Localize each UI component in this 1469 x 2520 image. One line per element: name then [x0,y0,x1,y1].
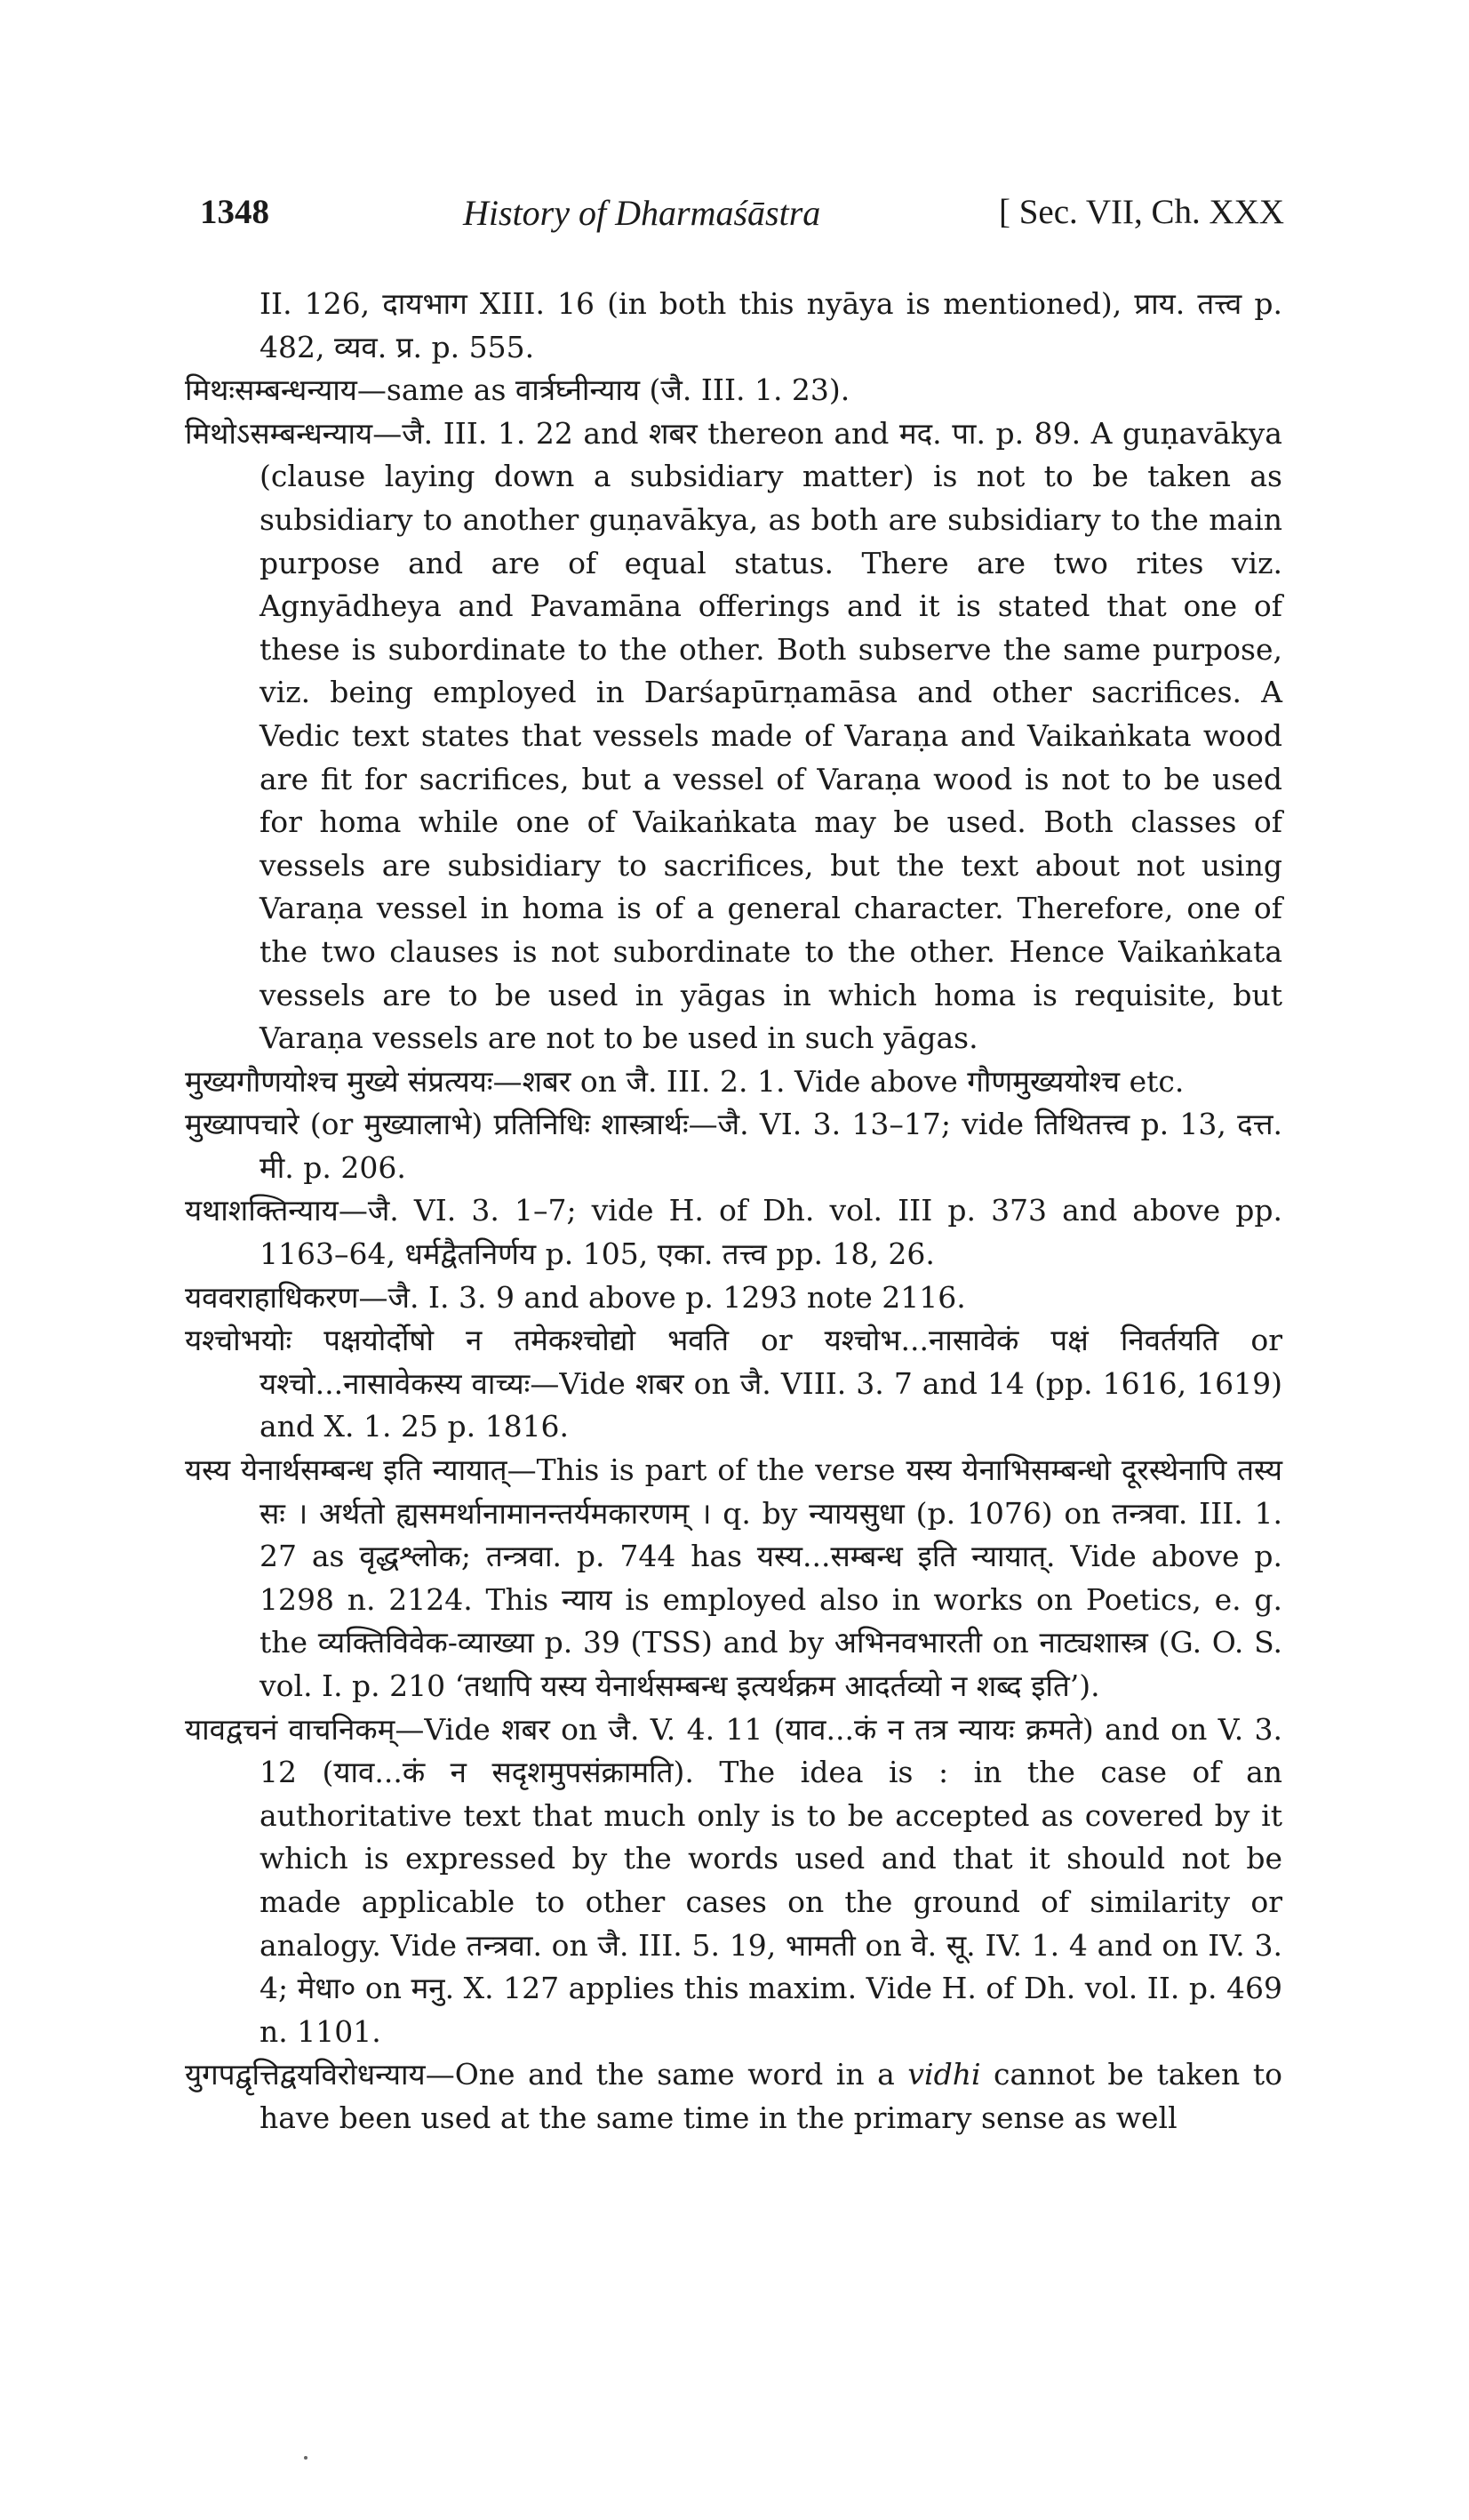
entry-mukhyapachare: मुख्यापचारे (or मुख्यालाभे) प्रतिनिधिः शास्त्रार्थः—जै. VI. 3. 13–17; vide तिथितत्त्व p. 13, दत्त. मी. p. 206. [185,1107,1282,1185]
entry-yugapad-a: युगपद्वृत्तिद्वयविरोधन्याय—One and the same word in a [185,2057,908,2092]
entry-yathashakti: यथाशक्तिन्याय—जै. VI. 3. 1–7; vide H. of Dh. vol. III p. 373 and above pp. 1163–64, धर्मद्वैतनिर्णय p. 105, एका. तत्त्व pp. 18, 26. [185,1193,1282,1272]
running-header [200,192,1284,245]
entry-yugapad [185,2053,1282,2140]
speck [304,2456,307,2460]
entry-yugapad-c: cannot be taken to have been used at the same time in the primary sense as well [259,2057,1282,2135]
entry-mitho-asambandha: मिथोऽसम्बन्धन्याय—जै. III. 1. 22 and शबर thereon and मद. पा. p. 89. A guṇavākya (clause laying down a subsidiary matter) is not to be taken as subsidiary to another guṇavākya, as both are subsidiary to the main purpose and are of equal status. There are two rites viz. Agnyādheya and Pavamāna offerings and it is stated that one of these is subordinate to the other. Both subserve the same purpose, viz. being employed in Darśapūrṇamāsa and other sacrifices. A Vedic text states that vessels made of Varaṇa and Vaikaṅkata wood are fit for sacrifices, but a vessel of Varaṇa wood is not to be used for homa while one of Vaikaṅkata may be used. Both classes of vessels are subsidiary to sacrifices, but the text about not using Varaṇa vessel in homa is of a general character. Therefore, one of the two clauses is not subordinate to the other. Hence Vaikaṅkata vessels are to be used in yāgas in which homa is requisite, but Varaṇa vessels are not to be used in such yāgas. [185,415,1282,1056]
section-label: [ Sec. VII, Ch. XXX [999,193,1284,231]
entry-yashchobhayoh: यश्चोभयोः पक्षयोर्दोषो न तमेकश्चोद्यो भवति or यश्चोभ...नासावेकं पक्षं निवर्तयति or यश्चो...नासावेकस्य वाच्यः—Vide शबर on जै. VIII. 3. 7 and 14 (pp. 1616, 1619) and X. 1. 25 p. 1816. [185,1323,1282,1444]
page-number: 1348 [200,193,269,231]
entry-mithah-sambandha: मिथःसम्बन्धन्याय—same as वार्त्रघ्नीन्याय (जै. III. 1. 23). [185,372,850,408]
entry-continuation: II. 126, दायभाग XIII. 16 (in both this nyāya is mentioned), प्राय. तत्त्व p. 482, व्यव. प्र. p. 555. [259,286,1282,364]
entry-yavavaraha: यववराहाधिकरण—जै. I. 3. 9 and above p. 1293 note 2116. [185,1279,966,1315]
entry-yasya-yenartha: यस्य येनार्थसम्बन्ध इति न्यायात्—This is part of the verse यस्य येनाभिसम्बन्धो दूरस्थेनापि तस्य सः । अर्थतो ह्यसमर्थानामानन्तर्यमकारणम् । q. by न्यायसुधा (p. 1076) on तन्त्रवा. III. 1. 27 as वृद्धश्लोक; तन्त्रवा. p. 744 has यस्य...सम्बन्ध इति न्यायात्. Vide above p. 1298 n. 2124. This न्याय is employed also in works on Poetics, e. g. the व्यक्तिविवेक-व्याख्या p. 39 (TSS) and by अभिनवभारती on नाट्यशास्त्र (G. O. S. vol. I. p. 210 ‘तथापि यस्य येनार्थसम्बन्ध इत्यर्थक्रम आदर्तव्यो न शब्द इति’). [185,1452,1282,1703]
book-title: History of Dharmaśāstra [463,193,821,233]
entry-yugapad-vidhi: vidhi [907,2057,981,2092]
glossary-body [185,283,1282,2140]
entry-yavadvachanam: यावद्वचनं वाचनिकम्—Vide शबर on जै. V. 4. 11 (याव...कं न तत्र न्यायः क्रमते) and on V. 3. 12 (याव...कं न सदृशमुपसंक्रामति). The idea is : in the case of an authoritative text that much only is to be accepted as covered by it which is expressed by the words used and that it should not be made applicable to other cases on the ground of similarity or analogy. Vide तन्त्रवा. on जै. III. 5. 19, भामती on वे. सू. IV. 1. 4 and on IV. 3. 4; मेधा० on मनु. X. 127 applies this maxim. Vide H. of Dh. vol. II. p. 469 n. 1101. [185,1711,1282,2049]
entry-mukhya-gauna: मुख्यगौणयोश्च मुख्ये संप्रत्ययः—शबर on जै. III. 2. 1. Vide above गौणमुख्ययोश्च etc. [185,1063,1185,1099]
